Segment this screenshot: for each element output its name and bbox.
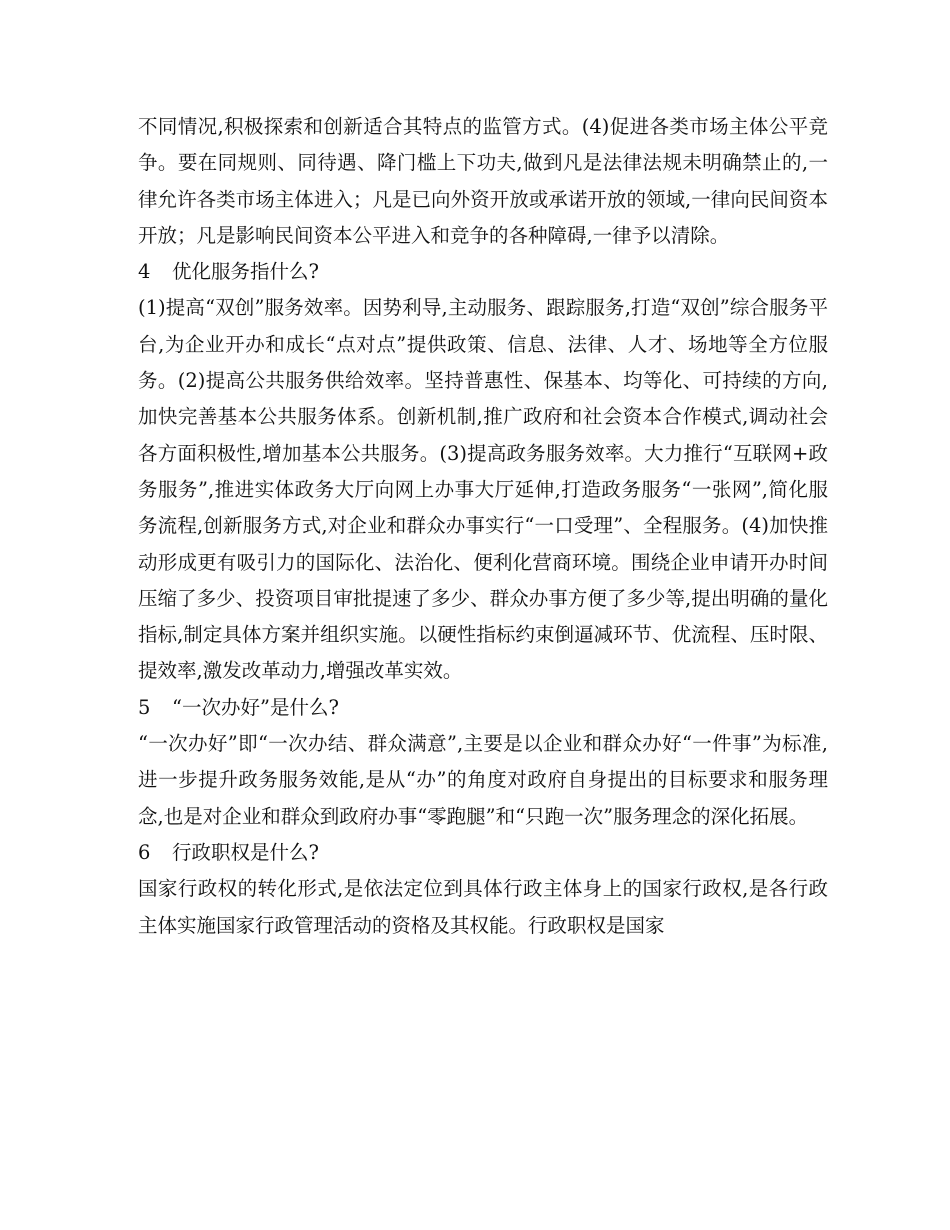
paragraph-regulation-continued: 不同情况,积极探索和创新适合其特点的监管方式。(4)促进各类市场主体公平竞争。要在同规则、同待遇、降门槛上下功夫,做到凡是法律法规未明确禁止的,一律允许各类市场主体进入；凡是已向外资开放或承诺开放的领域,一律向民间资本开放；凡是影响民间资本公平进入和竞争的各种障碍,一律予以清除。 <box>138 115 828 247</box>
section-number: 5 <box>138 695 151 719</box>
section-number: 4 <box>138 260 151 284</box>
section-heading-5 <box>138 690 828 726</box>
section-number: 6 <box>138 840 151 864</box>
paragraph-optimize-services: (1)提高“双创”服务效率。因势利导,主动服务、跟踪服务,打造“双创”综合服务平台,为企业开办和成长“点对点”提供政策、信息、法律、人才、场地等全方位服务。(2)提高公共服务供给效率。坚持普惠性、保基本、均等化、可持续的方向,加快完善基本公共服务体系。创新机制,推广政府和社会资本合作模式,调动社会各方面积极性,增加基本公共服务。(3)提高政务服务效率。大力推行“互联网+政务服务”,推进实体政务大厅向网上办事大厅延伸,打造政务服务“一张网”,简化服务流程,创新服务方式,对企业和群众办事实行“一口受理”、全程服务。(4)加快推动形成更有吸引力的国际化、法治化、便利化营商环境。围绕企业申请开办时间压缩了多少、投资项目审批提速了多少、群众办事方便了多少等,提出明确的量化指标,制定具体方案并组织实施。以硬性指标约束倒逼减环节、优流程、压时限、提效率,激发改革动力,增强改革实效。 <box>138 296 828 683</box>
section-heading-6 <box>138 835 828 871</box>
section-title: 行政职权是什么? <box>172 840 319 864</box>
section-title: “一次办好”是什么? <box>172 695 339 719</box>
document-body <box>138 109 828 944</box>
section-title: 优化服务指什么? <box>172 260 319 284</box>
section-heading-4 <box>138 254 828 290</box>
paragraph-one-time-service: “一次办好”即“一次办结、群众满意”,主要是以企业和群众办好“一件事”为标准,进一步提升政务服务效能,是从“办”的角度对政府自身提出的目标要求和服务理念,也是对企业和群众到政府办事“零跑腿”和“只跑一次”服务理念的深化拓展。 <box>138 732 828 828</box>
paragraph-administrative-power: 国家行政权的转化形式,是依法定位到具体行政主体身上的国家行政权,是各行政主体实施国家行政管理活动的资格及其权能。行政职权是国家 <box>138 877 828 937</box>
